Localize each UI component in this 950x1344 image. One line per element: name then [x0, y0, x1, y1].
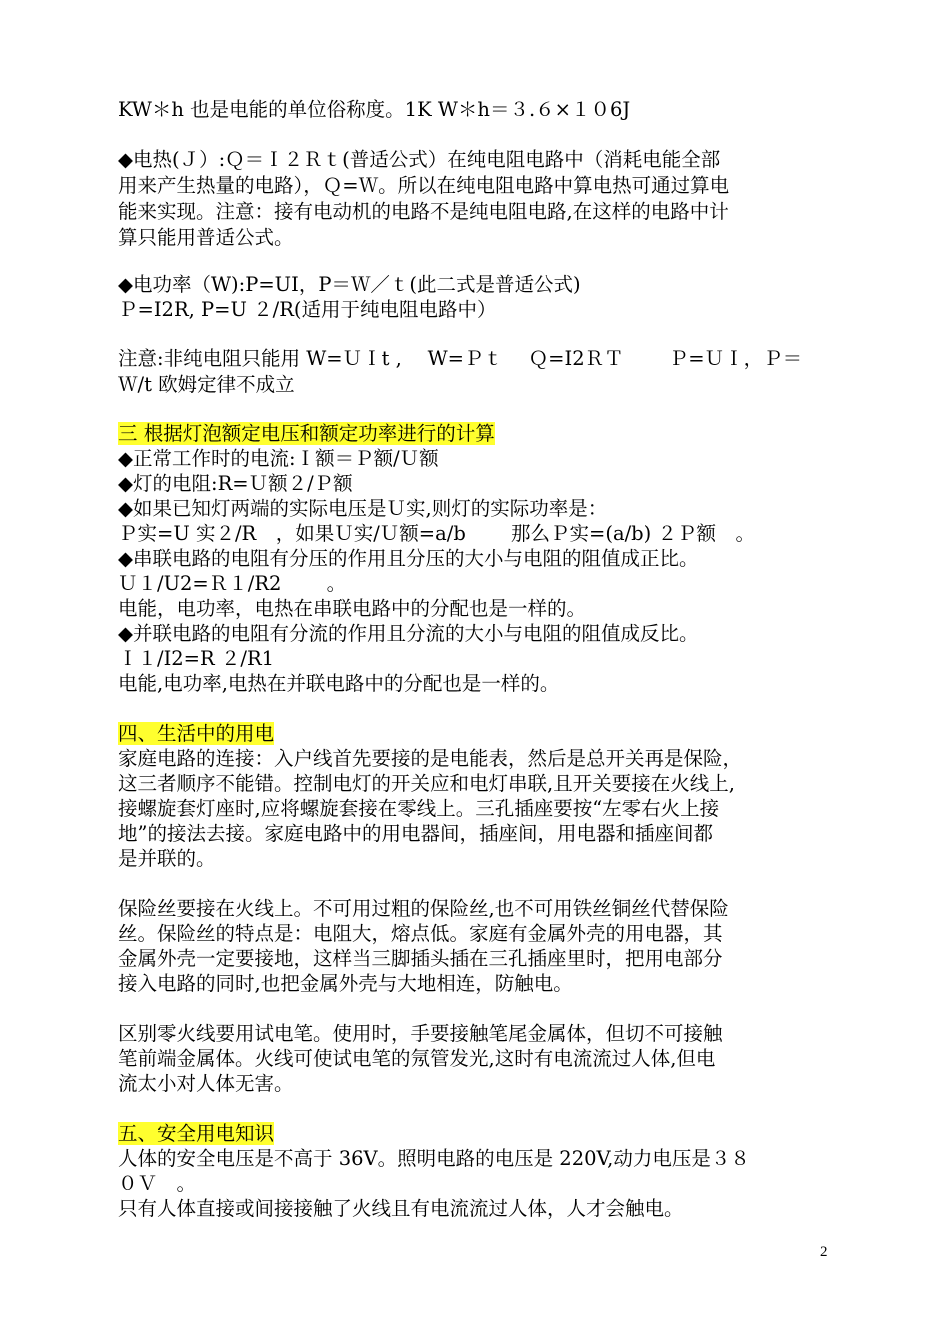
section-heading-3-text: 三 根据灯泡额定电压和额定功率进行的计算 — [118, 422, 495, 445]
text-line-5: 能来实现。注意：接有电动机的电路不是纯电阻电路,在这样的电路中计 — [118, 200, 729, 223]
text-line-1: KW＊h 也是电能的单位俗称度。1K W＊h＝３.６×１０6J — [118, 98, 631, 121]
section-heading-4 — [118, 721, 274, 747]
text-line-38: 区别零火线要用试电笔。使用时，手要接触笔尾金属体，但切不可接触 — [118, 1022, 723, 1045]
text-line-12: Ｗ/t 欧姆定律不成立 — [118, 373, 295, 396]
text-line-19: ◆串联电路的电阻有分压的作用且分压的大小与电阻的阻值成正比。 — [118, 547, 699, 570]
text-line-6: 算只能用普适公式。 — [118, 226, 294, 249]
text-line-17: ◆如果已知灯两端的实际电压是Ｕ实,则灯的实际功率是： — [118, 497, 608, 520]
text-line-34: 丝。保险丝的特点是：电阻大，熔点低。家庭有金属外壳的用电器，其 — [118, 922, 723, 945]
text-line-36: 接入电路的同时,也把金属外壳与大地相连，防触电。 — [118, 972, 573, 995]
text-line-30: 地”的接法去接。家庭电路中的用电器间，插座间，用电器和插座间都 — [118, 822, 713, 845]
text-line-16: ◆灯的电阻:R=Ｕ额２/Ｐ额 — [118, 472, 353, 495]
text-line-33: 保险丝要接在火线上。不可用过粗的保险丝,也不可用铁丝铜丝代替保险 — [118, 897, 729, 920]
text-line-43: 人体的安全电压是不高于 36V。照明电路的电压是 220V,动力电压是３８ — [118, 1147, 750, 1170]
text-line-21: 电能，电功率，电热在串联电路中的分配也是一样的。 — [118, 597, 587, 620]
text-line-23: Ｉ１/I2=R ２/R1 — [118, 647, 275, 670]
text-line-11: 注意:非纯电阻只能用 W=ＵＩt , W=Ｐｔ Ｑ=I2ＲＴ Ｐ=ＵＩ，Ｐ＝ — [118, 347, 803, 370]
text-line-4: 用来产生热量的电路），Ｑ=Ｗ。所以在纯电阻电路中算电热可通过算电 — [118, 174, 730, 197]
text-line-31: 是并联的。 — [118, 847, 216, 870]
text-line-29: 接螺旋套灯座时,应将螺旋套接在零线上。三孔插座要按“左零右火上接 — [118, 797, 720, 820]
section-heading-5 — [118, 1121, 274, 1147]
text-line-35: 金属外壳一定要接地，这样当三脚插头插在三孔插座里时，把用电部分 — [118, 947, 723, 970]
page-number: 2 — [820, 1244, 828, 1260]
text-line-9: Ｐ=I2R, P=U ２/R(适用于纯电阻电路中） — [118, 298, 497, 321]
text-line-20: Ｕ１/U2=Ｒ１/R2 。 — [118, 572, 347, 595]
text-line-27: 家庭电路的连接：入户线首先要接的是电能表，然后是总开关再是保险， — [118, 747, 743, 770]
text-line-18: Ｐ实=U 实２/R ，如果Ｕ实/Ｕ额=a/b 那么Ｐ实=(a/b) ２Ｐ额 。 — [118, 522, 755, 545]
section-heading-4-text: 四、生活中的用电 — [118, 722, 275, 745]
text-line-24: 电能,电功率,电热在并联电路中的分配也是一样的。 — [118, 672, 560, 695]
text-line-45: 只有人体直接或间接接触了火线且有电流流过人体，人才会触电。 — [118, 1197, 684, 1220]
section-heading-5-text: 五、安全用电知识 — [118, 1122, 275, 1145]
text-line-39: 笔前端金属体。火线可使试电笔的氖管发光,这时有电流流过人体,但电 — [118, 1047, 716, 1070]
section-heading-3 — [118, 421, 495, 447]
text-line-22: ◆并联电路的电阻有分流的作用且分流的大小与电阻的阻值成反比。 — [118, 622, 699, 645]
text-line-8: ◆电功率（W):P=UI，P＝Ｗ／ｔ(此二式是普适公式) — [118, 273, 581, 296]
text-line-15: ◆正常工作时的电流:Ｉ额＝Ｐ额/Ｕ额 — [118, 447, 439, 470]
text-line-28: 这三者顺序不能错。控制电灯的开关应和电灯串联,且开关要接在火线上, — [118, 772, 735, 795]
text-line-3: ◆电热(Ｊ）:Ｑ＝Ｉ２Ｒｔ(普适公式）在纯电阻电路中（消耗电能全部 — [118, 148, 721, 171]
text-line-40: 流太小对人体无害。 — [118, 1072, 294, 1095]
text-line-44: ０Ｖ 。 — [118, 1172, 197, 1195]
